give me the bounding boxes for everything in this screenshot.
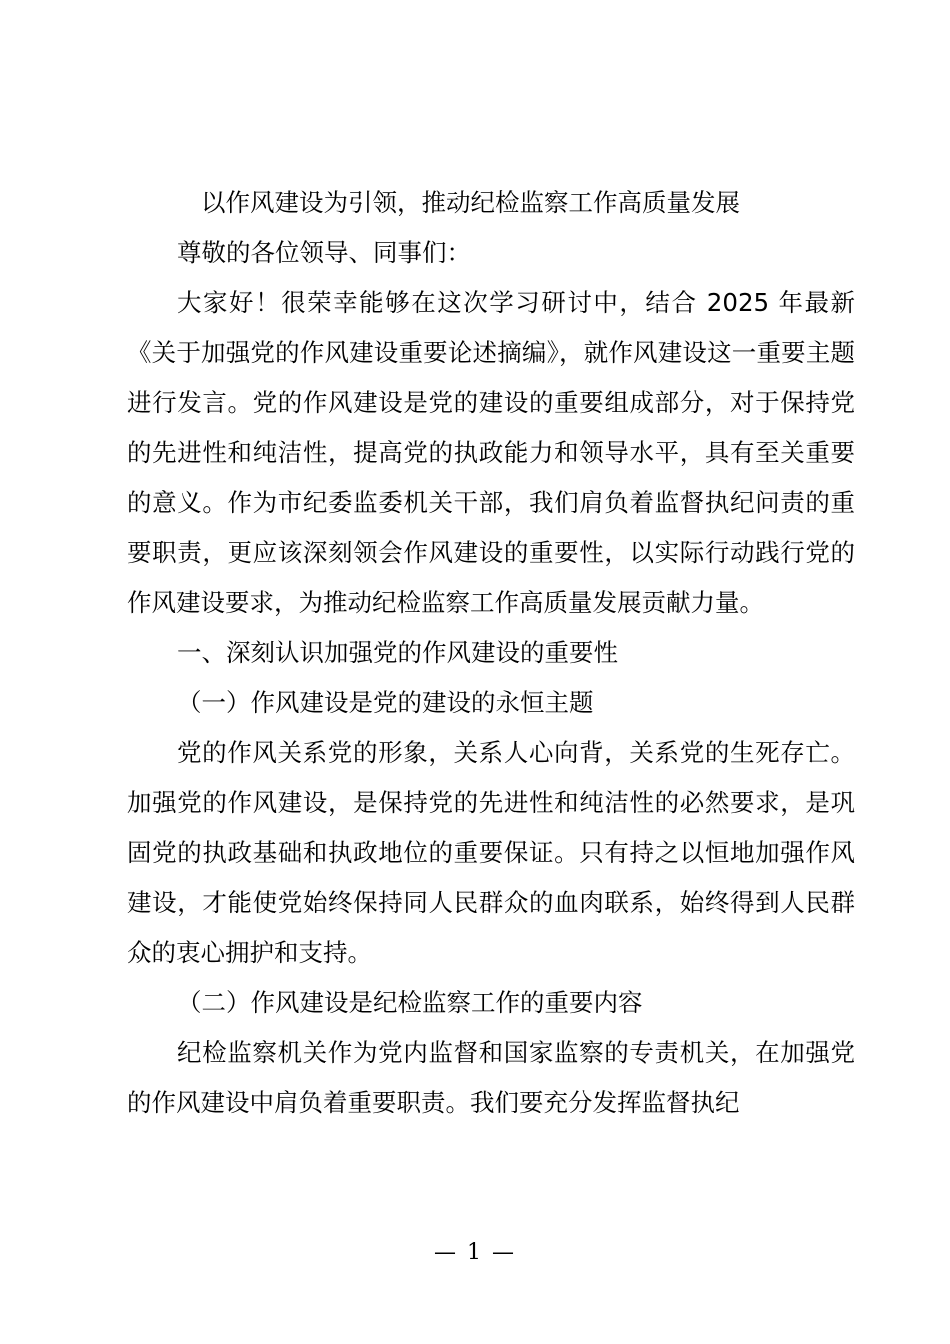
- document-body: [127, 178, 855, 1128]
- subsection-heading-2: （二）作风建设是纪检监察工作的重要内容: [177, 988, 643, 1017]
- section-heading-1: 一、深刻认识加强党的作风建设的重要性: [177, 638, 618, 667]
- page-number: — 1 —: [434, 1240, 516, 1265]
- subsection-heading-1: （一）作风建设是党的建设的永恒主题: [177, 688, 594, 717]
- subsection-paragraph-2: 纪检监察机关作为党内监督和国家监察的专责机关，在加强党的作风建设中肩负着重要职责。我们要充分发挥监督执纪: [127, 1038, 855, 1117]
- subsection-paragraph-1: 党的作风关系党的形象，关系人心向背，关系党的生死存亡。加强党的作风建设，是保持党的先进性和纯洁性的必然要求，是巩固党的执政基础和执政地位的重要保证。只有持之以恒地加强作风建设，才能使党始终保持同人民群众的血肉联系，始终得到人民群众的衷心拥护和支持。: [127, 738, 855, 967]
- document-title: 以作风建设为引领，推动纪检监察工作高质量发展: [201, 188, 740, 217]
- intro-paragraph: 大家好！很荣幸能够在这次学习研讨中，结合 2025 年最新《关于加强党的作风建设重要论述摘编》，就作风建设这一重要主题进行发言。党的作风建设是党的建设的重要组成部分，对于保持党的先进性和纯洁性，提高党的执政能力和领导水平，具有至关重要的意义。作为市纪委监委机关干部，我们肩负着监督执纪问责的重要职责，更应该深刻领会作风建设的重要性，以实际行动践行党的作风建设要求，为推动纪检监察工作高质量发展贡献力量。: [127, 288, 855, 617]
- salutation: 尊敬的各位领导、同事们：: [177, 238, 471, 267]
